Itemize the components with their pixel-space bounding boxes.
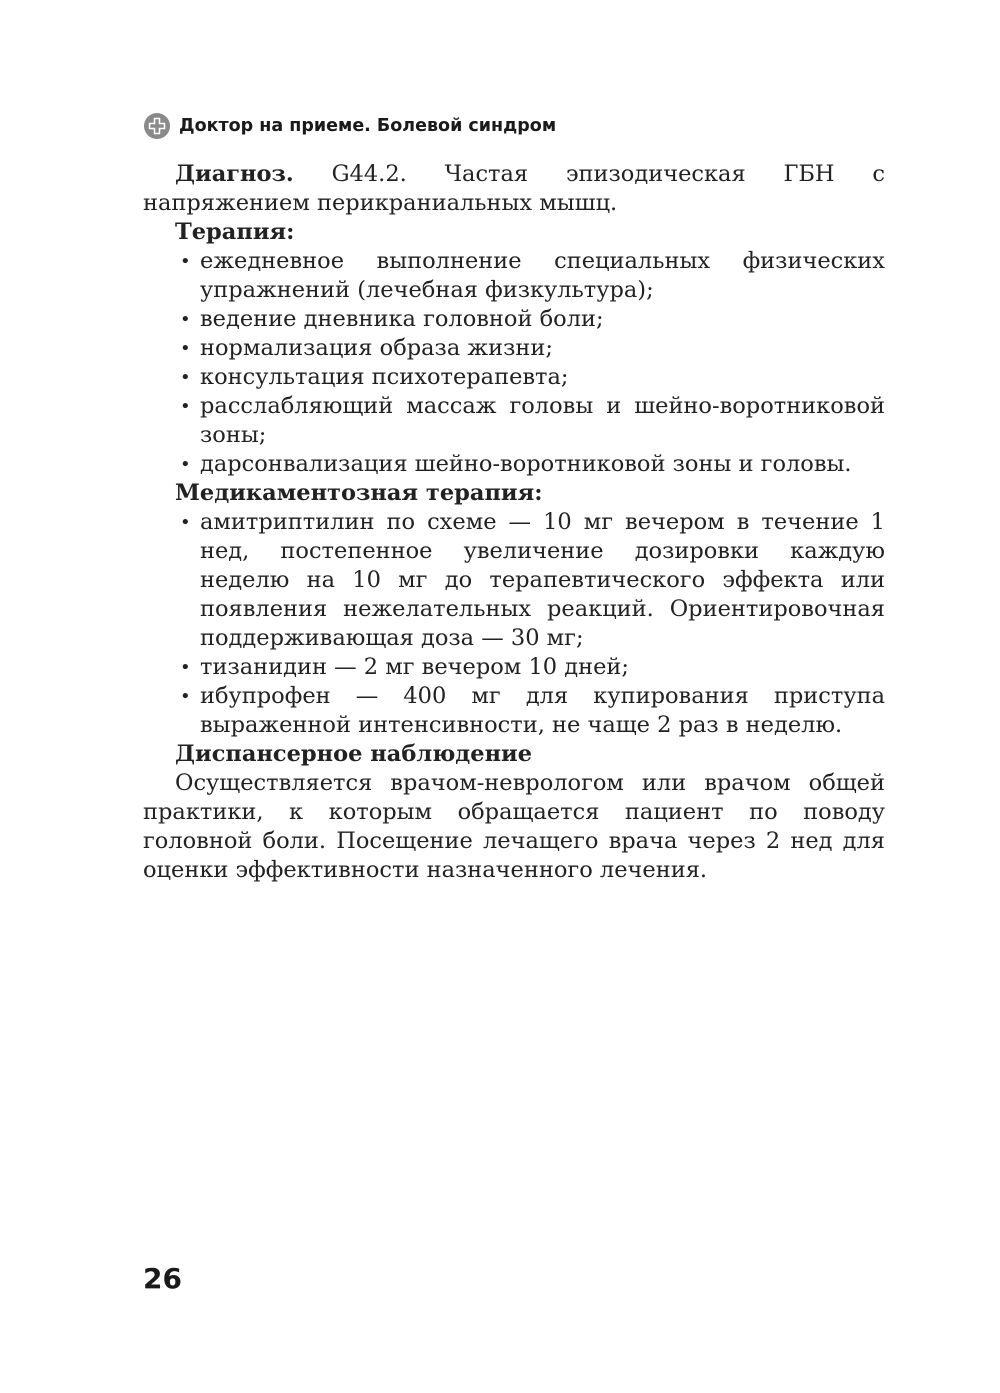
list-item: • нормализация образа жизни;	[200, 334, 885, 363]
page-body	[143, 160, 885, 885]
list-item: • расслабляющий массаж головы и шейно-воротниковой зоны;	[200, 392, 885, 450]
list-item: • ежедневное выполнение специальных физических упражнений (лечебная физкультура);	[200, 247, 885, 305]
medication-heading: Медикаментозная терапия:	[175, 480, 543, 506]
followup-paragraph: Осуществляется врачом-неврологом или врачом общей практики, к которым обращается пациент по поводу головной боли. Посещение лечащего врача через 2 нед для оценки эффективности назначенного лечения.	[143, 770, 885, 883]
list-item: • ведение дневника головной боли;	[200, 305, 885, 334]
running-header	[143, 110, 556, 142]
therapy-list	[143, 247, 885, 479]
page-number: 26	[143, 1262, 182, 1295]
diagnosis-text: G44.2. Частая эпизодическая ГБН с напряжением перикраниальных мышц.	[143, 161, 885, 216]
plus-circle-icon	[143, 112, 171, 140]
list-item: • ибупрофен — 400 мг для купирования приступа выраженной интенсивности, не чаще 2 раз в неделю.	[200, 682, 885, 740]
list-item: • консультация психотерапевта;	[200, 363, 885, 392]
diagnosis-paragraph	[143, 160, 885, 218]
therapy-heading: Терапия:	[175, 219, 295, 245]
diagnosis-label: Диагноз.	[175, 161, 294, 187]
list-item: • тизанидин — 2 мг вечером 10 дней;	[200, 653, 885, 682]
list-item: • амитриптилин по схеме — 10 мг вечером в течение 1 нед, постепенное увеличение дозировки каждую неделю на 10 мг до терапевтического эффекта или появления нежелательных реакций. Ориентировочная поддерживающая доза — 30 мг;	[200, 508, 885, 653]
list-item: • дарсонвализация шейно-воротниковой зоны и головы.	[200, 450, 885, 479]
header-title: Доктор на приеме. Болевой синдром	[179, 116, 557, 136]
medication-list	[143, 508, 885, 740]
followup-heading: Диспансерное наблюдение	[175, 741, 533, 767]
